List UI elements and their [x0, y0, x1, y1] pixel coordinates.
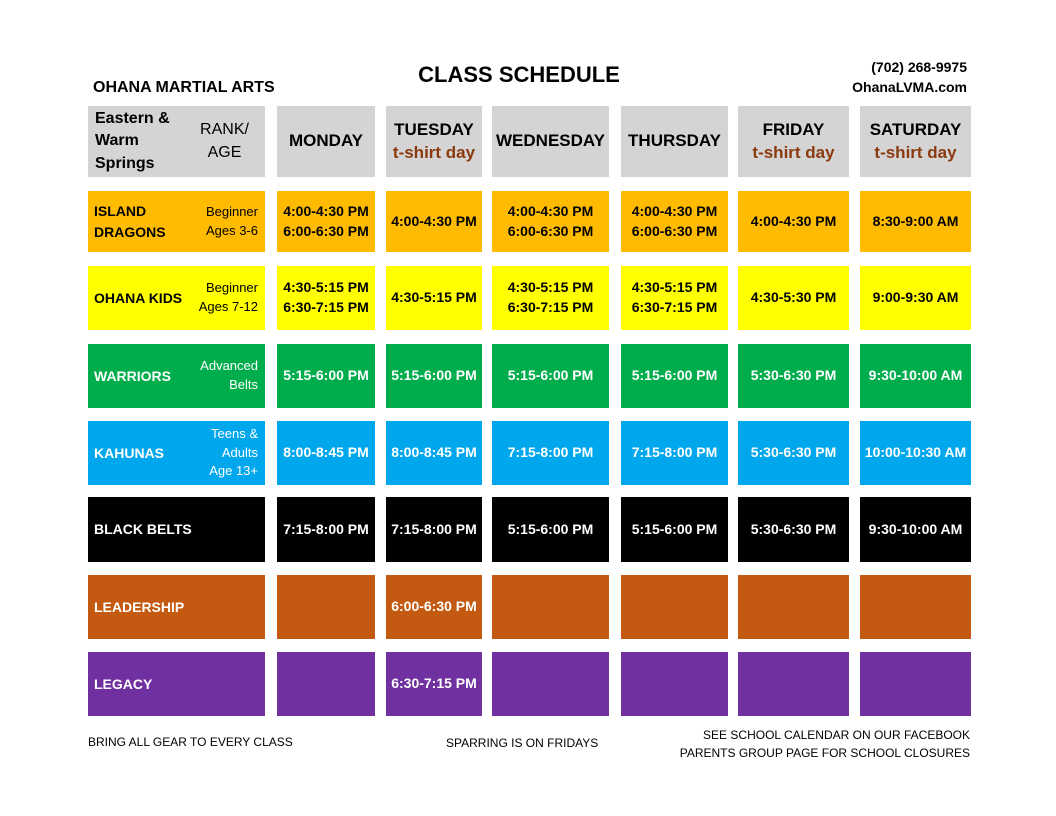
schedule-cell — [277, 266, 375, 330]
day-header-monday — [277, 106, 375, 177]
class-time: 5:15-6:00 PM — [507, 520, 594, 537]
class-time: 9:00-9:30 AM — [872, 289, 959, 306]
class-rank-age — [200, 357, 258, 395]
schedule-cell — [277, 421, 375, 485]
class-time: 9:30-10:00 AM — [868, 520, 963, 537]
tshirt-day-note: t-shirt day — [874, 142, 957, 162]
class-name — [94, 366, 200, 386]
class-time: 6:30-7:15 PM — [391, 675, 477, 692]
footer-sparring-note: SPARRING IS ON FRIDAYS — [446, 736, 599, 750]
class-name-line: KAHUNAS — [94, 444, 164, 461]
schedule-cell — [492, 575, 609, 639]
schedule-cell — [492, 344, 609, 408]
class-time: 6:30-7:15 PM — [507, 299, 594, 315]
schedule-cell — [492, 497, 609, 562]
class-name — [94, 443, 209, 463]
schedule-cell — [386, 652, 482, 716]
class-time: 6:00-6:30 PM — [283, 222, 369, 239]
location-line: Eastern & — [95, 109, 170, 127]
page-title: CLASS SCHEDULE — [418, 62, 620, 87]
class-time: 6:00-6:30 PM — [631, 222, 718, 239]
class-time: 5:15-6:00 PM — [631, 520, 718, 537]
schedule-cell — [492, 266, 609, 330]
footer-gear-note: BRING ALL GEAR TO EVERY CLASS — [88, 735, 293, 749]
day-name: TUESDAY — [394, 119, 474, 139]
rank-age-line: Beginner — [205, 280, 258, 296]
class-time: 10:00-10:30 AM — [864, 444, 967, 461]
school-name: OHANA MARTIAL ARTS — [93, 79, 275, 96]
location-header — [88, 106, 184, 177]
schedule-cell — [860, 421, 971, 485]
class-name-line: DRAGONS — [94, 223, 166, 240]
schedule-cell — [621, 497, 728, 562]
class-time: 4:00-4:30 PM — [283, 202, 369, 219]
class-label — [88, 344, 265, 408]
class-time: 7:15-8:00 PM — [283, 520, 369, 537]
tshirt-day-note: t-shirt day — [392, 142, 476, 162]
class-name — [94, 288, 199, 308]
schedule-cell — [738, 344, 849, 408]
class-name-line: BLACK BELTS — [94, 521, 192, 538]
footer-calendar-line: PARENTS GROUP PAGE FOR SCHOOL CLOSURES — [679, 746, 970, 760]
class-time: 6:00-6:30 PM — [391, 598, 477, 615]
class-time: 6:00-6:30 PM — [507, 222, 594, 239]
day-header-friday — [738, 106, 849, 177]
schedule-cell — [738, 575, 849, 639]
day-name: FRIDAY — [762, 119, 825, 139]
schedule-cell — [738, 652, 849, 716]
schedule-cell — [738, 497, 849, 562]
schedule-cell — [621, 344, 728, 408]
rank-age-line: Beginner — [205, 203, 258, 219]
day-header-saturday — [860, 106, 971, 177]
day-name: THURSDAY — [628, 131, 721, 151]
class-time: 7:15-8:00 PM — [507, 444, 594, 461]
class-time: 7:15-8:00 PM — [391, 520, 477, 537]
class-label — [88, 191, 265, 252]
rank-age-line: Age 13+ — [209, 463, 258, 479]
schedule-cell — [386, 191, 482, 252]
class-name — [94, 201, 206, 242]
rank-age-header — [184, 106, 265, 177]
class-time: 5:15-6:00 PM — [631, 367, 718, 384]
class-rank-age — [206, 203, 258, 241]
class-name-line: LEADERSHIP — [94, 598, 185, 615]
class-label — [88, 266, 265, 330]
schedule-cell — [621, 652, 728, 716]
rank-age-line: Belts — [229, 377, 258, 392]
class-time: 4:00-4:30 PM — [391, 212, 477, 229]
class-time: 5:15-6:00 PM — [283, 367, 369, 384]
day-name: SATURDAY — [869, 119, 962, 139]
class-time: 5:15-6:00 PM — [391, 367, 477, 384]
class-time: 4:30-5:15 PM — [631, 279, 718, 296]
tshirt-day-note: t-shirt day — [752, 142, 835, 162]
class-time: 5:15-6:00 PM — [507, 367, 594, 384]
class-time: 5:30-6:30 PM — [750, 444, 837, 461]
class-name-line: OHANA KIDS — [94, 289, 183, 306]
class-time: 4:00-4:30 PM — [750, 212, 837, 229]
schedule-cell — [621, 191, 728, 252]
class-name — [94, 674, 258, 694]
schedule-cell — [386, 421, 482, 485]
schedule-cell — [386, 344, 482, 408]
schedule-cell — [860, 344, 971, 408]
rank-age-line: Adults — [221, 444, 258, 460]
rank-age-line: Ages 7-12 — [198, 299, 258, 314]
class-time: 4:30-5:30 PM — [750, 289, 837, 306]
class-time: 4:30-5:15 PM — [391, 289, 477, 306]
schedule-cell — [860, 497, 971, 562]
class-time: 8:00-8:45 PM — [391, 444, 477, 461]
schedule-cell — [621, 266, 728, 330]
schedule-cell — [621, 421, 728, 485]
website: OhanaLVMA.com — [852, 79, 967, 95]
class-name-line: ISLAND — [94, 203, 147, 220]
class-time: 9:30-10:00 AM — [868, 367, 963, 384]
class-time: 8:30-9:00 AM — [872, 212, 959, 229]
class-name — [94, 597, 258, 617]
schedule-cell — [386, 497, 482, 562]
class-label — [88, 575, 265, 639]
rank-age-line: Advanced — [200, 358, 258, 374]
class-time: 4:30-5:15 PM — [507, 279, 594, 296]
rank-age-line: AGE — [207, 143, 242, 161]
schedule-cell — [860, 575, 971, 639]
schedule-cell — [492, 652, 609, 716]
schedule-cell — [738, 191, 849, 252]
schedule-cell — [277, 652, 375, 716]
footer-calendar-note — [570, 726, 970, 762]
class-label — [88, 421, 265, 485]
class-name-line: LEGACY — [94, 675, 153, 692]
day-header-tuesday — [386, 106, 482, 177]
class-time: 6:30-7:15 PM — [283, 299, 369, 315]
schedule-cell — [621, 575, 728, 639]
day-name: MONDAY — [289, 131, 363, 151]
schedule-cell — [492, 191, 609, 252]
class-time: 8:00-8:45 PM — [283, 444, 369, 461]
class-time: 6:30-7:15 PM — [631, 299, 718, 315]
schedule-cell — [277, 575, 375, 639]
day-header-wednesday — [492, 106, 609, 177]
class-rank-age — [209, 425, 258, 482]
class-time: 7:15-8:00 PM — [631, 444, 718, 461]
schedule-cell — [860, 266, 971, 330]
schedule-cell — [277, 497, 375, 562]
class-label — [88, 497, 265, 562]
schedule-cell — [860, 652, 971, 716]
class-time: 4:00-4:30 PM — [631, 202, 718, 219]
schedule-cell — [277, 344, 375, 408]
class-name — [94, 519, 258, 539]
phone-number: (702) 268-9975 — [871, 59, 967, 75]
day-header-thursday — [621, 106, 728, 177]
schedule-cell — [277, 191, 375, 252]
schedule-cell — [492, 421, 609, 485]
location-line: Springs — [95, 154, 155, 172]
schedule-cell — [738, 421, 849, 485]
schedule-cell — [860, 191, 971, 252]
schedule-cell — [386, 266, 482, 330]
class-time: 4:30-5:15 PM — [283, 279, 369, 296]
location-line: Warm — [95, 132, 139, 150]
class-time: 4:00-4:30 PM — [507, 202, 594, 219]
schedule-cell — [386, 575, 482, 639]
rank-age-line: Teens & — [211, 425, 258, 441]
class-label — [88, 652, 265, 716]
schedule-cell — [738, 266, 849, 330]
day-name: WEDNESDAY — [496, 131, 605, 151]
rank-age-line: Ages 3-6 — [205, 222, 258, 238]
class-time: 5:30-6:30 PM — [750, 520, 837, 537]
class-time: 5:30-6:30 PM — [750, 367, 837, 384]
footer-calendar-line: SEE SCHOOL CALENDAR ON OUR FACEBOOK — [703, 728, 970, 742]
class-name-line: WARRIORS — [94, 367, 171, 384]
rank-age-line: RANK/ — [200, 121, 249, 139]
class-rank-age — [199, 279, 258, 317]
